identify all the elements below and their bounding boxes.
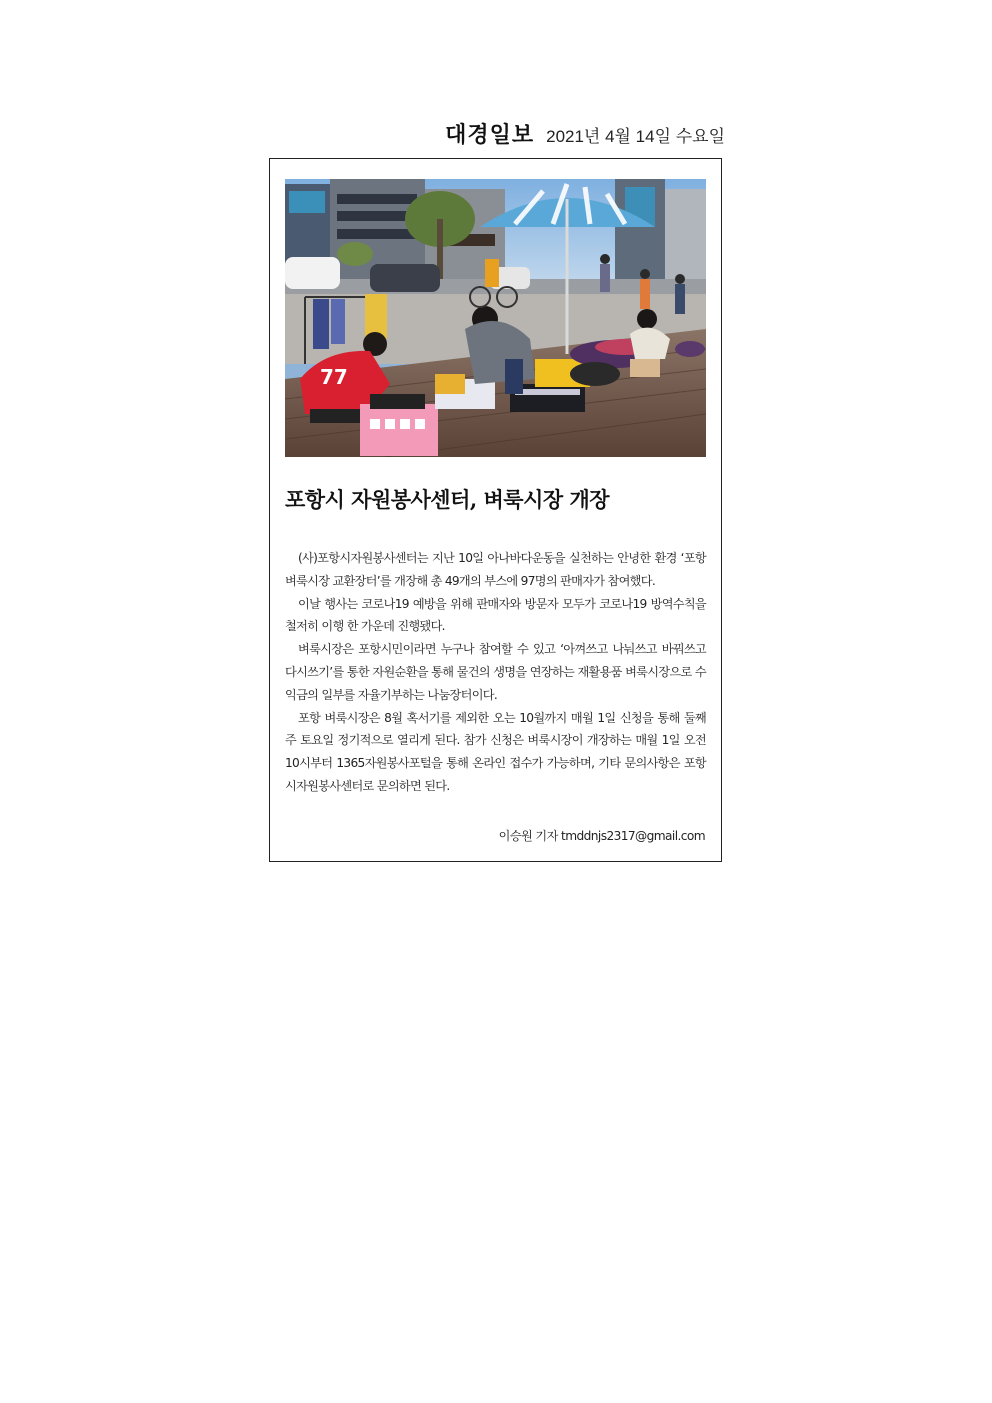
article-paragraph: 이날 행사는 코로나19 예방을 위해 판매자와 방문자 모두가 코로나19 방역수칙을 철저히 이행 한 가운데 진행됐다. [285, 596, 706, 634]
article-paragraph: 벼룩시장은 포항시민이라면 누구나 참여할 수 있고 ‘아껴쓰고 나눠쓰고 바꿔쓰고 다시쓰기’를 통한 자원순환을 통해 물건의 생명을 연장하는 재활용품 벼룩시장으로 수익금의 일부를 자율기부하는 나눔장터이다. [285, 642, 706, 702]
article-paragraph: 포항 벼룩시장은 8월 혹서기를 제외한 오는 10월까지 매월 1일 신청을 통해 둘째 주 토요일 정기적으로 열리게 된다. 참가 신청은 벼룩시장이 개장하는 매월 1일 오전 10시부터 1365자원봉사포털을 통해 온라인 접수가 가능하며, 기타 문의사항은 포항시자원봉사센터로 문의하면 된다. [285, 710, 706, 793]
photo-illustration [285, 179, 706, 457]
article-paragraph: (사)포항시자원봉사센터는 지난 10일 아나바다운동을 실천하는 안녕한 환경 ‘포항 벼룩시장 교환장터’를 개장해 총 49개의 부스에 97명의 판매자가 참여했다. [285, 551, 706, 588]
article-headline: 포항시 자원봉사센터, 벼룩시장 개장 [285, 487, 610, 512]
article-body [285, 547, 706, 798]
newspaper-name: 대경일보 [445, 123, 535, 148]
publication-date: 2021년 4월 14일 수요일 [546, 127, 725, 146]
reporter-byline: 이승원 기자 tmddnjs2317@gmail.com [498, 829, 705, 843]
article-clipping [269, 158, 722, 862]
masthead [270, 118, 725, 152]
flea-market-photo [285, 179, 706, 457]
svg-text:77: 77 [320, 365, 348, 389]
